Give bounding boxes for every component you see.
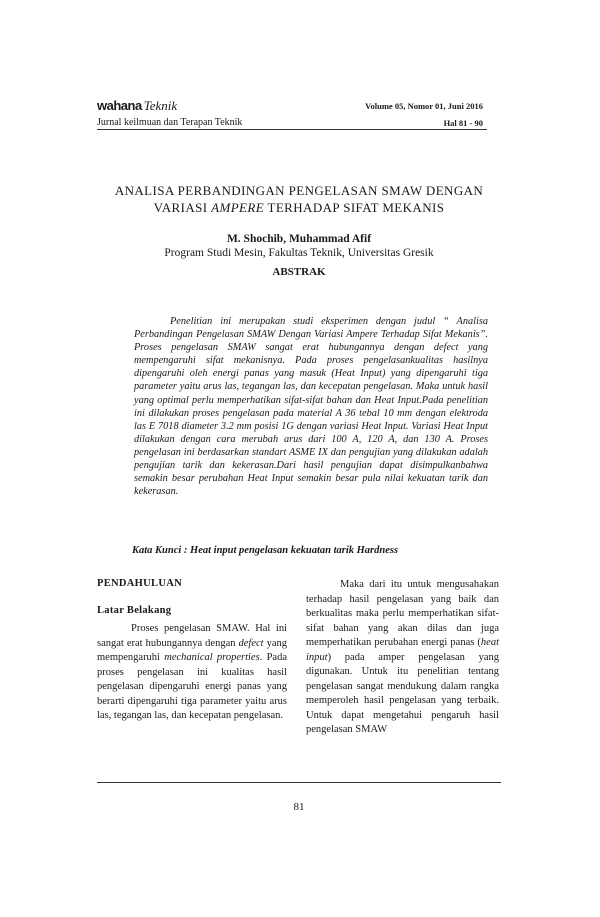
right-paragraph	[306, 578, 499, 738]
logo-brand: wahana	[97, 98, 142, 113]
authors: M. Shochib, Muhammad Afif	[226, 233, 372, 245]
right-text-1: Maka dari itu untuk mengusahakan terhadap hasil pengelasan yang baik dan berkualitas maka perlu memperhatikan sifat-sifat bahan yang akan dilas dan juga memperhatikan perubahan energi panas (	[306, 579, 499, 648]
section-heading: PENDAHULUAN	[97, 578, 182, 589]
header-rule	[97, 129, 487, 130]
footer-rule	[97, 782, 501, 783]
right-text-2: ) pada amper pengelasan yang digunakan. Untuk itu penelitian tentang pengelasan sangat mendukung dalam rangka memperoleh hasil pengelasan yang terbaik. Untuk dapat mengetahui pengaruh hasil pengelasan SMAW	[306, 651, 499, 735]
page-range: Hal 81 - 90	[443, 118, 483, 128]
title-line-1: ANALISA PERBANDINGAN PENGELASAN SMAW DENGAN	[114, 183, 484, 198]
left-text-2: yang mempengaruhi	[97, 637, 287, 663]
affiliation: Program Studi Mesin, Fakultas Teknik, Universitas Gresik	[164, 247, 434, 259]
title-part-italic: AMPERE	[211, 200, 265, 215]
right-italic-1: heat input	[306, 637, 499, 663]
title-part-b: TERHADAP SIFAT MEKANIS	[264, 200, 445, 215]
right-column	[306, 578, 499, 738]
left-column	[97, 578, 287, 724]
journal-logo	[97, 98, 177, 114]
left-italic-2: mechanical properties	[164, 652, 260, 663]
article-title	[97, 182, 501, 216]
journal-name: Jurnal keilmuan dan Terapan Teknik	[97, 117, 243, 128]
subsection-heading: Latar Belakang	[97, 605, 172, 616]
abstract-text: Penelitian ini merupakan studi eksperimen dengan judul “ Analisa Perbandingan Pengelasan SMAW Dengan Variasi Ampere Terhadap Sifat Mekanis”. Proses pengelasan SMAW sangat erat hubungannya dengan defect yang mempengaruhi sifat mekanisnya. Pada proses pengelasankualitas hasilnya dipengaruhi oleh energi panas yang masuk (Heat Input) yang dipengaruhi tiga parameter yaitu arus las, tegangan las, dan kecepatan pengelasan. Maka untuk hasil yang optimal perlu memperhatikan sifat-sifat bahan dan Heat Input.Pada penelitian ini dilakukan proses pengelasan pada material A 36 tebal 10 mm dengan elektroda las E 7018 diameter 3.2 mm posisi 1G dengan variasi Heat Input. Variasi Heat Input dilakukan dengan cara merubah arus dari 100 A, 120 A, dan 130 A. Proses pengelasan ini berdasarkan standart ASME IX dan pengujian yang dilakukan adalah pengujian tarik dan kekerasan.Dari hasil pengujian dapat disimpulkanbahwa semakin besar perubahan Heat Input semakin besar pula nilai kekuatan tarik dan kekerasan.	[134, 316, 488, 498]
abstract-heading: ABSTRAK	[272, 266, 326, 278]
logo-sub: Teknik	[143, 98, 178, 113]
volume-info: Volume 05, Nomor 01, Juni 2016	[365, 101, 483, 111]
left-italic-1: defect	[238, 637, 264, 649]
title-part-a: VARIASI	[153, 200, 212, 215]
left-paragraph	[97, 622, 287, 724]
left-text-3: . Pada proses pengelasan ini kualitas hasil pengelasan dipengaruhi energi panas yang berarti dipengaruhi tiga parameter yaitu arus las, tegangan las, dan kecepatan pengelasan.	[97, 652, 287, 721]
left-text-1: Proses pengelasan SMAW. Hal ini sangat erat hubungannya dengan	[97, 623, 287, 649]
title-line-2	[97, 199, 501, 216]
keywords: Kata Kunci : Heat input pengelasan kekuatan tarik Hardness	[132, 545, 399, 556]
page-number: 81	[293, 801, 305, 813]
